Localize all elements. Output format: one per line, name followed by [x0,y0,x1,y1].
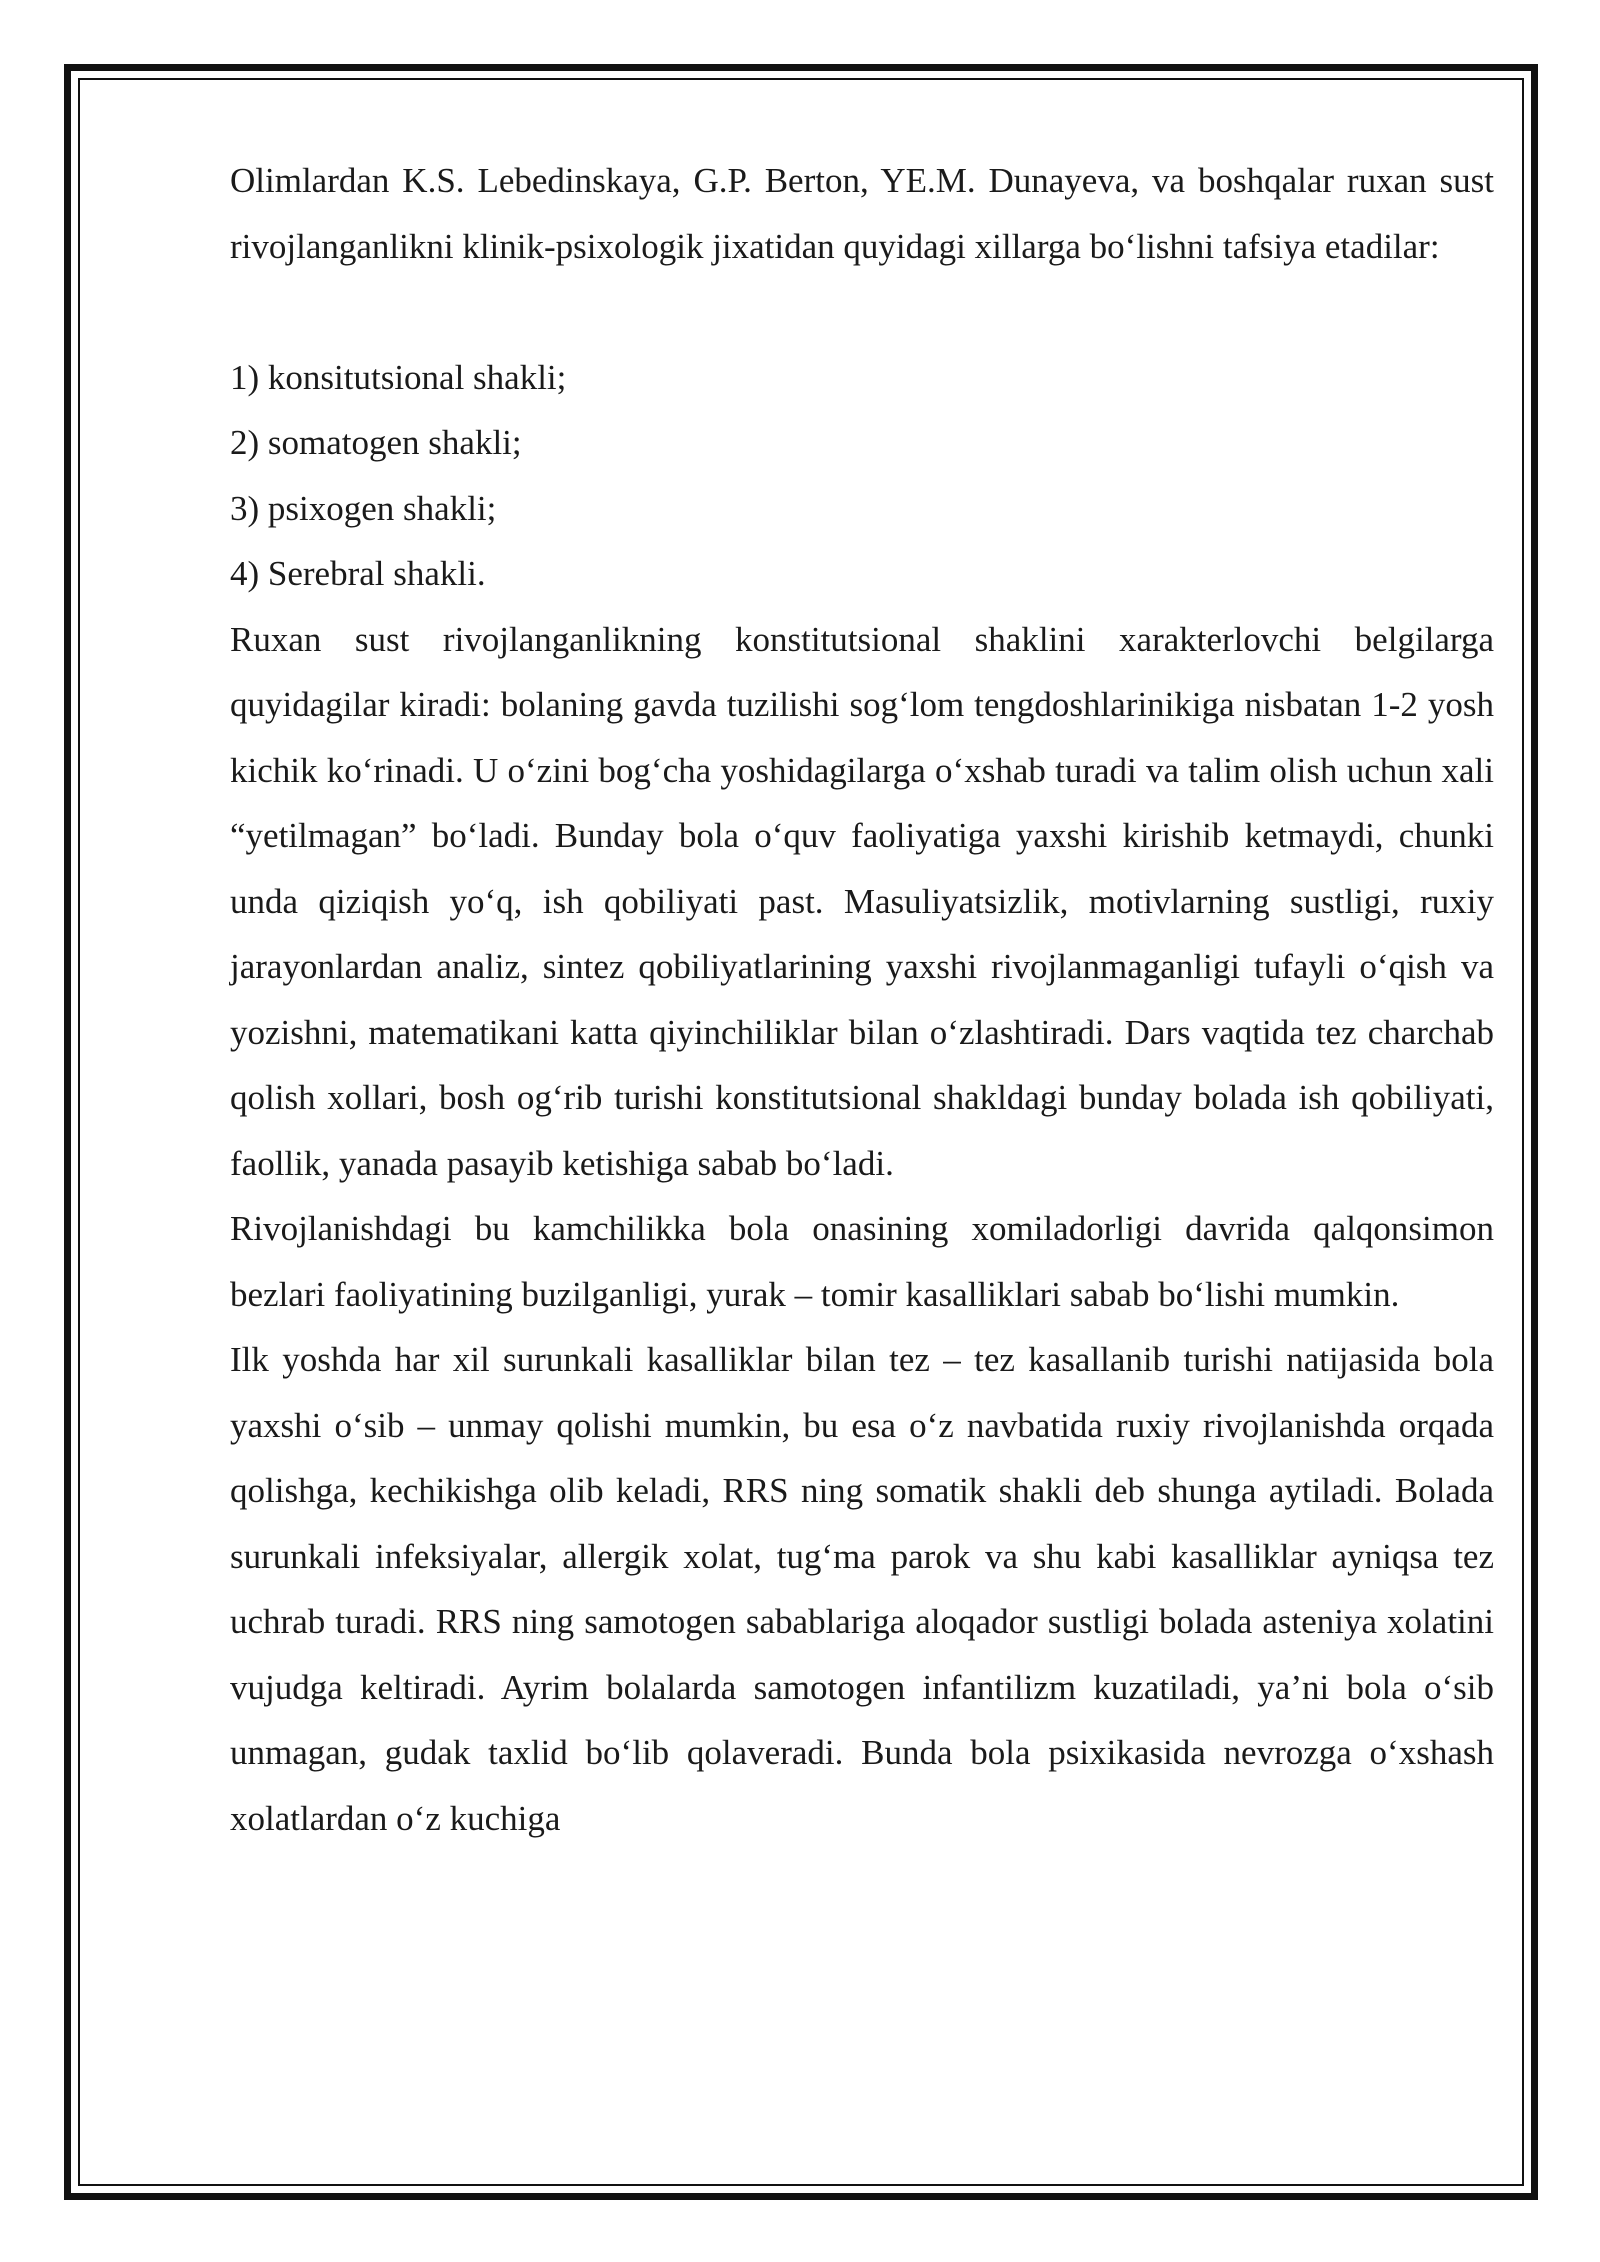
paragraph-constitutional-form: Ruxan sust rivojlanganlikning konstitutsional shaklini xarakterlovchi belgilarga quyidagilar kiradi: bolaning gavda tuzilishi sogʻlom tengdoshlarinikiga nisbatan 1-2 yosh kichik koʻrinadi. U oʻzini bogʻcha yoshidagilarga oʻxshab turadi va talim olish uchun xali “yetilmagan” boʻladi. Bunday bola oʻquv faoliyatiga yaxshi kirishib ketmaydi, chunki unda qiziqish yoʻq, ish qobiliyati past. Masuliyatsizlik, motivlarning sustligi, ruxiy jarayonlardan analiz, sintez qobiliyatlarining yaxshi rivojlanmaganligi tufayli oʻqish va yozishni, matematikani katta qiyinchiliklar bilan oʻzlashtiradi. Dars vaqtida tez charchab qolish xollari, bosh ogʻrib turishi konstitutsional shakldagi bunday bolada ish qobiliyati, faollik, yanada pasayib ketishiga sabab boʻladi. [230,619,1494,1183]
paragraph-causes: Rivojlanishdagi bu kamchilikka bola onasining xomiladorligi davrida qalqonsimon bezlari faoliyatining buzilganligi, yurak – tomir kasalliklari sabab boʻlishi mumkin. [230,1209,1494,1314]
list-item-cerebral: 4) Serebral shakli. [230,554,486,593]
list-item-somatogenic: 2) somatogen shakli; [230,423,522,462]
intro-paragraph: Olimlardan K.S. Lebedinskaya, G.P. Berton, YE.M. Dunayeva, va boshqalar ruxan sust rivojlanganlikni klinik-psixologik jixatidan quyidagi xillarga boʻlishni tafsiya etadilar: [230,161,1494,266]
classification-list [230,345,1494,607]
blank-line [230,279,1494,345]
list-item-psychogenic: 3) psixogen shakli; [230,488,497,528]
list-item-constitutional: 1) konsitutsional shakli; [230,357,567,397]
paragraph-somatogenic-form: Ilk yoshda har xil surunkali kasalliklar bilan tez – tez kasallanib turishi natijasida bola yaxshi oʻsib – unmay qolishi mumkin, bu esa oʻz navbatida ruxiy rivojlanishda orqada qolishga, kechikishga olib keladi, RRS ning somatik shakli deb shunga aytiladi. Bolada surunkali infeksiyalar, allergik xolat, tugʻma parok va shu kabi kasalliklar ayniqsa tez uchrab turadi. RRS ning samotogen sabablariga aloqador sustligi bolada asteniya xolatini vujudga keltiradi. Ayrim bolalarda samotogen infantilizm kuzatiladi, ya’ni bola oʻsib unmagan, gudak taxlid boʻlib qolaveradi. Bunda bola psixikasida nevrozga oʻxshash xolatlardan oʻz kuchiga [230,1340,1494,1838]
document-body [230,148,1494,1851]
